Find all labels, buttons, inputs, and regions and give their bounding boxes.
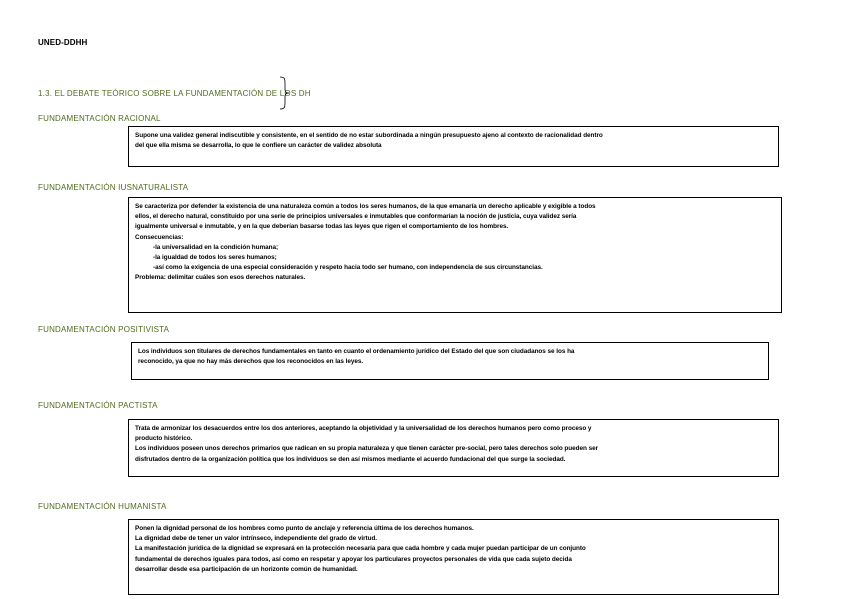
text-line: La manifestación jurídica de la dignidad se expresará en la protección necesaria para que cada hombre y cada mujer puedan participar de un conjunto: [135, 545, 586, 553]
text-line: del que ella misma se desarrolla, lo que le confiere un carácter de validez absoluta: [135, 142, 382, 150]
box-positivista: [131, 342, 769, 380]
text-line: Trata de armonizar los desacuerdos entre los dos anteriores, aceptando la objetividad y la universalidad de los derechos humanos pero como proceso y: [135, 425, 592, 432]
box-iusnaturalista: [128, 197, 782, 313]
text-line: Consecuencias:: [135, 233, 184, 241]
list-item: -así como la exigencia de una especial consideración y respeto hacia todo ser humano, con independencia de sus circunstancias.: [153, 264, 543, 272]
text-line: reconocido, ya que no hay más derechos que los reconocidos en las leyes.: [138, 358, 364, 366]
box-pactista: [128, 419, 779, 477]
text-line: igualmente universal e inmutable, y en la que deberían basarse todas las leyes que rigen el comportamiento de los hombres.: [135, 223, 509, 231]
text-line: Supone una validez general indiscutible y consistente, en el sentido de no estar subordinada a ningún presupuesto ajeno al contexto de racionalidad dentro: [135, 132, 603, 139]
section-title-racional: FUNDAMENTACIÓN RACIONAL: [38, 114, 161, 123]
section-title-positivista: FUNDAMENTACIÓN POSITIVISTA: [38, 325, 170, 334]
text-line: Los individuos poseen unos derechos primarios que radican en su propia naturaleza y que tienen carácter pre-social, pero tales derechos solo pueden ser: [135, 445, 599, 453]
box-humanista: [128, 519, 779, 595]
list-item: -la universalidad en la condición humana;: [153, 243, 279, 251]
curly-brace-icon: [279, 76, 291, 110]
text-line: fundamental de derechos iguales para todos, así como en respetar y apoyar los particulares proyectos personales de vida que cada sujeto decida: [135, 555, 572, 563]
text-line: ellos, el derecho natural, constituido por una serie de principios universales e inmutables que conformarían la noción de justicia, cuya validez sería: [135, 213, 577, 221]
text-line: Se caracteriza por defender la existencia de una naturaleza común a todos los seres humanos, de la que emanaría un derecho aplicable y exigible a todos: [135, 203, 596, 210]
text-line: Los individuos son titulares de derechos fundamentales en tanto en cuanto el ordenamiento jurídico del Estado del que son ciudadanos se los ha: [138, 348, 575, 355]
text-line: desarrollar desde esa participación de un horizonte común de humanidad.: [135, 565, 358, 573]
text-line: disfrutados dentro de la organización política que los individuos se den así mismos mediante el acuerdo fundacional del que surge la sociedad.: [135, 455, 566, 463]
section-title-pactista: FUNDAMENTACIÓN PACTISTA: [38, 401, 158, 410]
list-item: -la igualdad de todos los seres humanos;: [153, 254, 277, 262]
main-title: 1.3. EL DEBATE TEÓRICO SOBRE LA FUNDAMENTACIÓN DE LOS DH: [38, 89, 311, 98]
section-title-iusnaturalista: FUNDAMENTACIÓN IUSNATURALISTA: [38, 183, 189, 192]
box-racional: [128, 126, 779, 167]
section-title-humanista: FUNDAMENTACIÓN HUMANISTA: [38, 502, 167, 511]
text-line: La dignidad debe de tener un valor intrínseco, independiente del grado de virtud.: [135, 535, 378, 543]
text-line: Ponen la dignidad personal de los hombres como punto de anclaje y referencia última de los derechos humanos.: [135, 525, 474, 532]
text-line: Problema: delimitar cuáles son esos derechos naturales.: [135, 274, 306, 282]
document-header: UNED-DDHH: [38, 38, 88, 47]
text-line: producto histórico.: [135, 435, 193, 443]
